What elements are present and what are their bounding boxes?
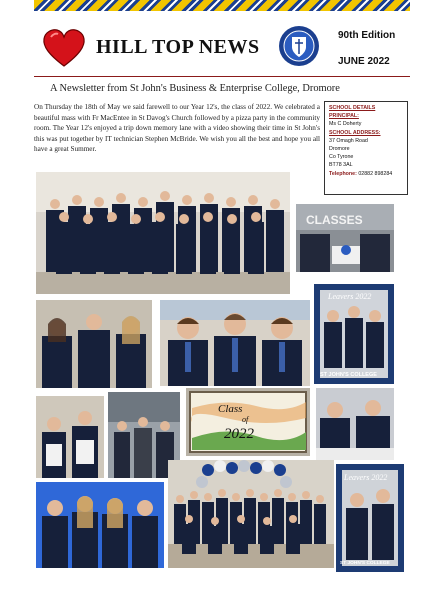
photo-leavers-frame-girls — [314, 284, 394, 384]
frame-top-text: Leavers 2022 — [344, 473, 388, 482]
photo-three-students — [36, 300, 152, 388]
address-line: Dromore — [329, 146, 350, 153]
photo-four-girls — [36, 482, 164, 568]
group-photo-large — [36, 172, 290, 294]
frame-bottom-text: ST JOHN'S COLLEGE — [320, 372, 377, 378]
painting-text-line1: Class — [218, 403, 243, 415]
address-line: Co Tyrone — [329, 154, 354, 161]
edition-label: 90th Edition — [338, 30, 396, 41]
frame-top-text: Leavers 2022 — [328, 292, 372, 301]
photo-three-boys — [160, 300, 310, 386]
top-flag-stripe — [34, 0, 410, 11]
heart-icon — [42, 28, 86, 68]
principal-name: Ms C Doherty — [329, 121, 362, 128]
school-details-heading: SCHOOL DETAILS — [329, 105, 376, 111]
photo-balloon-group — [168, 460, 334, 568]
frame-bottom-text: ST JOHN'S COLLEGE — [340, 561, 390, 566]
telephone-number: 02882 898284 — [358, 170, 393, 177]
photo-leavers-frame-boys — [336, 464, 404, 572]
school-details-box — [324, 101, 408, 195]
photo-classes-sign — [296, 204, 394, 272]
principal-label: PRINCIPAL: — [329, 113, 359, 120]
photo-two-students — [36, 396, 104, 478]
photo-class-of-2022-painting — [186, 388, 310, 456]
article-text: On Thursday the 18th of May we said farewell to our Year 12's, the class of 2022. We celebrated a beautiful mass with Fr MacEntee in St Davog's Church followed by a pizza party in the community room. The Year 12's enjoyed a trip down memory lane with a video showing their time in St John's this was put together by IT technician Stephen McBride. We wish you all the best and hope you all have a great Summer. — [34, 103, 320, 153]
telephone-label: Telephone: — [329, 170, 357, 177]
painting-text-line3: 2022 — [224, 426, 254, 442]
newsletter-title: HILL TOP NEWS — [96, 36, 260, 58]
address-line: BT78 3AL — [329, 162, 353, 169]
photo-boys-at-table — [316, 388, 394, 460]
school-crest-icon — [278, 25, 320, 67]
address-label: SCHOOL ADDRESS: — [329, 129, 381, 136]
newsletter-subtitle: A Newsletter from St John's Business & Enterprise College, Dromore — [50, 83, 340, 94]
issue-date: JUNE 2022 — [338, 56, 390, 67]
classes-sign-text: CLASSES — [306, 213, 363, 227]
header-divider — [34, 76, 410, 77]
painting-text-line2: of — [242, 415, 249, 424]
address-line: 37 Omagh Road — [329, 137, 368, 144]
